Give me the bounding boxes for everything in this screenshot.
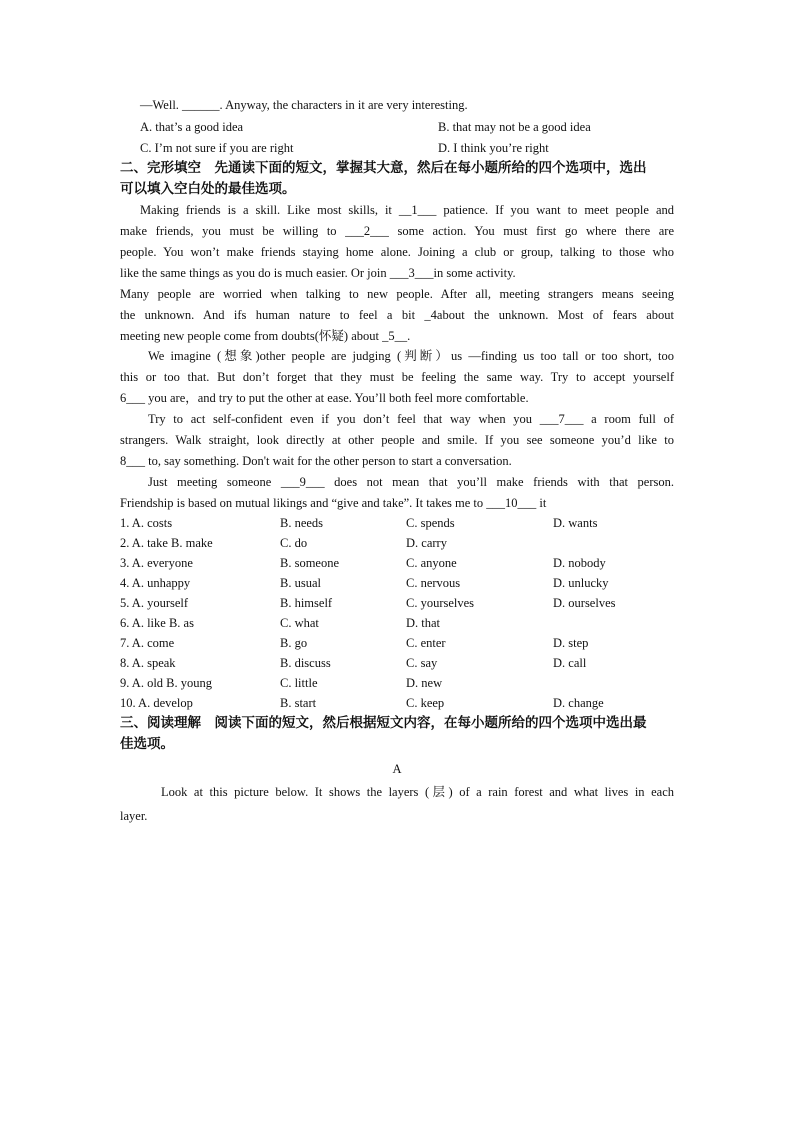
question-col-a: 1. A. costs — [120, 516, 173, 530]
section2-heading-line2: 可以填入空白处的最佳选项。 — [120, 181, 296, 197]
passage-line: Just meeting someone ___9___ does not mean that you’ll make friends with that person. — [148, 475, 674, 489]
passage-line: Friendship is based on mutual likings and “give and take”. It takes me to ___10___ it — [120, 496, 547, 510]
question-col-b: B. himself — [280, 596, 333, 610]
question-col-c: D. that — [406, 616, 441, 630]
dialog-option-c: C. I’m not sure if you are right — [140, 141, 294, 155]
passage-line: 6___ you are，and try to put the other at ease. You’ll both feel more comfortable. — [120, 391, 529, 405]
question-col-c: C. nervous — [406, 576, 461, 590]
passage-line: We imagine (想象)other people are judging (判断）us —finding us too tall or too short, too — [148, 349, 674, 363]
question-col-b: B. needs — [280, 516, 324, 530]
question-col-d: D. call — [553, 656, 587, 670]
passage-line: Making friends is a skill. Like most skills, it __1___ patience. If you want to meet people and — [140, 203, 674, 217]
question-col-a: 10. A. develop — [120, 696, 193, 710]
dialog-option-d: D. I think you’re right — [438, 141, 549, 155]
question-col-d: D. ourselves — [553, 596, 616, 610]
passage-line: the unknown. And ifs human nature to feel a bit _4about the unknown. Most of fears about — [120, 308, 674, 322]
question-col-c: D. new — [406, 676, 443, 690]
section2-heading-line1: 二、完形填空 先通读下面的短文，掌握其大意，然后在每小题所给的四个选项中，选出 — [120, 160, 647, 176]
question-col-b: B. someone — [280, 556, 340, 570]
passage-line: make friends, you must be willing to ___2___ some action. You must first go where there are — [120, 224, 674, 238]
question-col-b: B. usual — [280, 576, 321, 590]
question-col-c: C. yourselves — [406, 596, 475, 610]
question-col-a: 6. A. like B. as — [120, 616, 194, 630]
question-col-a: 5. A. yourself — [120, 596, 189, 610]
dialog-option-b: B. that may not be a good idea — [438, 120, 591, 134]
section3-heading-line1: 三、阅读理解 阅读下面的短文，然后根据短文内容，在每小题所给的四个选项中选出最 — [120, 715, 647, 731]
question-col-b: C. do — [280, 536, 308, 550]
question-col-a: 4. A. unhappy — [120, 576, 191, 590]
question-col-c: C. enter — [406, 636, 446, 650]
question-col-c: C. spends — [406, 516, 455, 530]
question-col-c: C. keep — [406, 696, 445, 710]
passage-line: Try to act self-confident even if you don’t feel that way when you ___7___ a room full of — [148, 412, 674, 426]
passage-line: this or too that. But don’t forget that they must be feeling the same way. Try to accept yourself — [120, 370, 674, 384]
question-col-c: C. say — [406, 656, 438, 670]
dialog-line: —Well. ______. Anyway, the characters in it are very interesting. — [140, 98, 468, 112]
question-col-d: D. nobody — [553, 556, 606, 570]
question-col-a: 9. A. old B. young — [120, 676, 213, 690]
question-col-a: 3. A. everyone — [120, 556, 193, 570]
reading-intro-line1: Look at this picture below. It shows the layers (层) of a rain forest and what lives in each — [161, 785, 674, 799]
question-col-b: B. start — [280, 696, 317, 710]
question-col-d: D. wants — [553, 516, 598, 530]
question-col-a: 7. A. come — [120, 636, 175, 650]
question-col-c: C. anyone — [406, 556, 457, 570]
passage-line: strangers. Walk straight, look directly at other people and smile. If you see someone you’d like to — [120, 433, 674, 447]
question-col-b: C. what — [280, 616, 319, 630]
part-label: A — [392, 762, 402, 776]
question-col-d: D. unlucky — [553, 576, 609, 590]
question-col-b: B. discuss — [280, 656, 331, 670]
question-col-d: D. change — [553, 696, 604, 710]
question-col-d: D. step — [553, 636, 589, 650]
reading-intro-line2: layer. — [120, 809, 148, 823]
question-col-b: B. go — [280, 636, 308, 650]
section3-heading-line2: 佳选项。 — [120, 736, 174, 752]
dialog-option-a: A. that’s a good idea — [140, 120, 244, 134]
passage-line: Many people are worried when talking to new people. After all, meeting strangers means seeing — [120, 287, 674, 301]
question-col-a: 8. A. speak — [120, 656, 176, 670]
question-col-a: 2. A. take B. make — [120, 536, 213, 550]
passage-line: people. You won’t make friends staying home alone. Joining a club or group, talking to those who — [120, 245, 674, 259]
question-col-b: C. little — [280, 676, 318, 690]
question-col-c: D. carry — [406, 536, 447, 550]
passage-line: like the same things as you do is much easier. Or join ___3___in some activity. — [120, 266, 516, 280]
passage-line: 8___ to, say something. Don't wait for the other person to start a conversation. — [120, 454, 512, 468]
passage-line: meeting new people come from doubts(怀疑) about _5__. — [120, 329, 411, 343]
